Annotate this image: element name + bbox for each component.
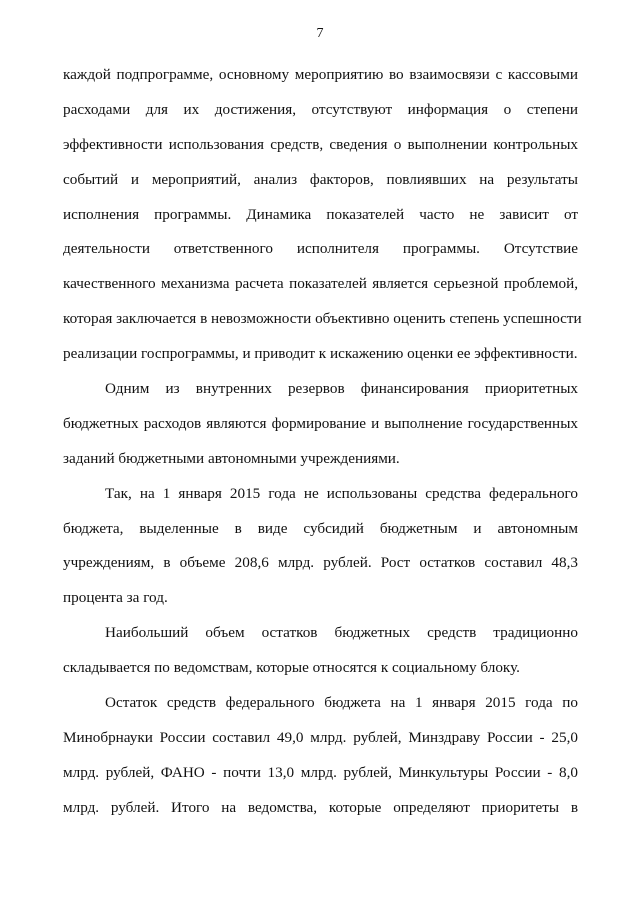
- text-line: реализации госпрограммы, и приводит к искажению оценки ее эффективности.: [63, 345, 578, 363]
- text-line: Одним из внутренних резервов финансирования приоритетных: [105, 380, 578, 398]
- text-line: Так, на 1 января 2015 года не использованы средства федерального: [105, 484, 578, 502]
- text-line: которая заключается в невозможности объективно оценить степень успешности: [63, 310, 582, 328]
- text-line: Остаток средств федерального бюджета на 1 января 2015 года по: [105, 694, 578, 712]
- text-line: событий и мероприятий, анализ факторов, повлиявших на результаты: [63, 170, 578, 188]
- text-line: деятельности ответственного исполнителя программы. Отсутствие: [63, 240, 578, 258]
- text-line: бюджетных расходов являются формирование и выполнение государственных: [63, 414, 578, 432]
- text-line: качественного механизма расчета показателей является серьезной проблемой,: [63, 275, 578, 293]
- text-line: млрд. рублей. Итого на ведомства, которые определяют приоритеты в: [63, 798, 578, 816]
- text-line: эффективности использования средств, сведения о выполнении контрольных: [63, 135, 578, 153]
- text-line: складывается по ведомствам, которые относятся к социальному блоку.: [63, 659, 520, 677]
- text-line: заданий бюджетными автономными учреждениями.: [63, 449, 400, 467]
- page-number: 7: [316, 26, 324, 41]
- document-body: [63, 58, 582, 826]
- text-line: млрд. рублей, ФАНО - почти 13,0 млрд. рублей, Минкультуры России - 8,0: [63, 763, 578, 781]
- text-line: процента за год.: [63, 589, 168, 607]
- text-line: каждой подпрограмме, основному мероприятию во взаимосвязи с кассовыми: [63, 66, 578, 83]
- text-line: расходами для их достижения, отсутствуют информация о степени: [63, 100, 578, 118]
- text-line: учреждениям, в объеме 208,6 млрд. рублей. Рост остатков составил 48,3: [63, 554, 578, 572]
- text-line: Наибольший объем остатков бюджетных средств традиционно: [105, 624, 578, 642]
- text-line: Минобрнауки России составил 49,0 млрд. рублей, Минздраву России - 25,0: [63, 728, 578, 746]
- text-line: бюджета, выделенные в виде субсидий бюджетным и автономным: [63, 519, 578, 537]
- text-line: исполнения программы. Динамика показателей часто не зависит от: [63, 205, 578, 223]
